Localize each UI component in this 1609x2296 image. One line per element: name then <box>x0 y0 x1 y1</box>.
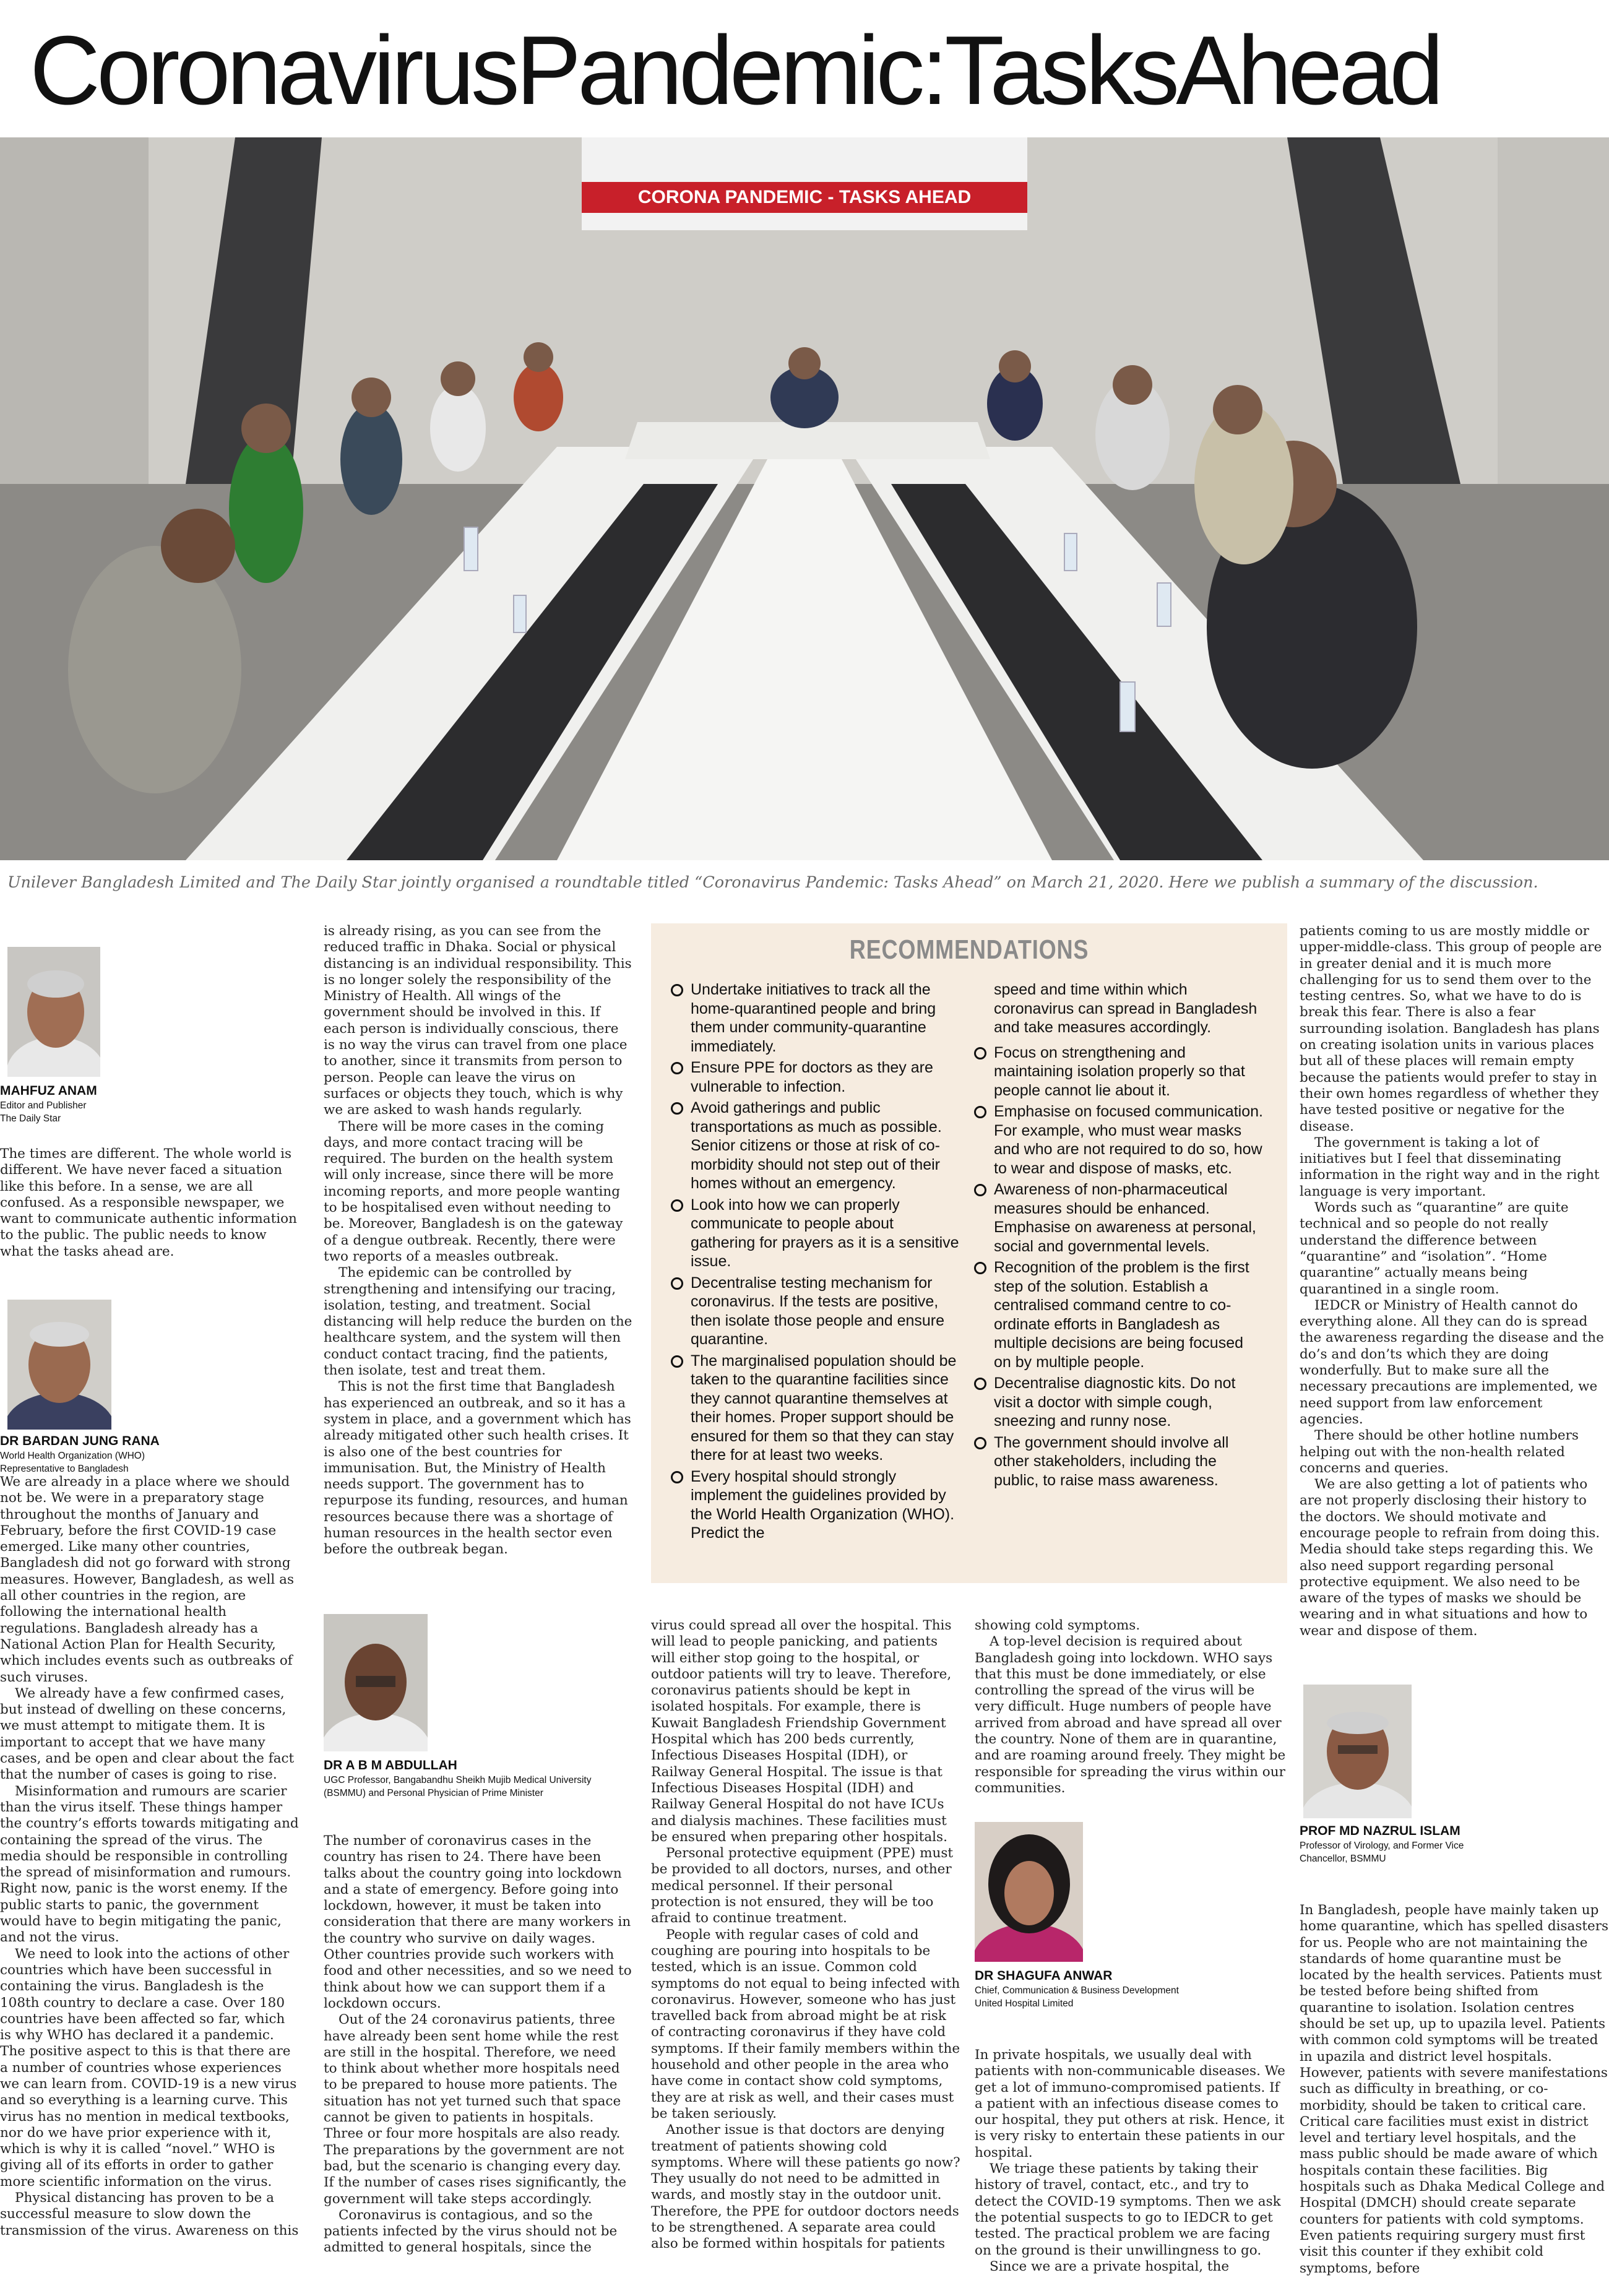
speaker-name: DR BARDAN JUNG RANA <box>0 1434 160 1448</box>
recommendation-text: Undertake initiatives to track all the home-quarantined people and bring them under community-quarantine immediately. <box>691 981 936 1055</box>
abm-abdullah-statement-continued <box>651 1618 960 2294</box>
bardan-jung-rana-statement <box>0 1474 300 2294</box>
recommendation-text: Ensure PPE for doctors as they are vulnerable to infection. <box>691 1059 933 1095</box>
recommendation-item <box>670 1196 960 1271</box>
roundtable-scene <box>0 137 1609 860</box>
recommendation-text: Look into how we can properly communicate to people about gathering for prayers as it is a sensitive issue. <box>691 1196 959 1270</box>
shagufa-anwar-statement-continued <box>1300 923 1609 1672</box>
recommendation-text: Emphasise on focused communication. For example, who must wear masks and who are not required to do so, how to wear and dispose of masks, etc. <box>994 1103 1263 1177</box>
abm-abdullah-photo <box>324 1614 428 1751</box>
recommendation-item <box>973 1102 1264 1178</box>
bardan-jung-rana-byline <box>0 1433 260 1475</box>
speaker-title: Chief, Communication & Business Development <box>975 1985 1179 1996</box>
recommendation-item <box>973 1258 1264 1371</box>
speaker-affiliation: United Hospital Limited <box>975 1998 1074 2009</box>
speaker-title: World Health Organization (WHO) <box>0 1451 145 1461</box>
paragraph: We already have a few confirmed cases, but instead of dwelling on these concerns, we must attempt to mitigate them. It is important to accept that we have many cases, and be open and clear about the fact that the number of cases is going to rise. <box>0 1685 295 1783</box>
paragraph: Misinformation and rumours are scarier than the virus itself. These things hamper the country’s efforts towards mitigating and containing the spread of the virus. The media should be responsible in controlling the spread of misinformation and rumours. Right now, panic is the worst enemy. If the public starts to panic, the government would have to begin mitigating the panic, and not the virus. <box>0 1783 299 1946</box>
paragraph: The government is taking a lot of initiatives but I feel that disseminating information in the right way and in the right language is very important. <box>1300 1134 1600 1199</box>
paragraph: We are already in a place where we should not be. We were in a preparatory stage throughout the months of January and February, before the first COVID-19 case emerged. Like many other countries, Bangladesh did not go forward with strong measures. However, Bangladesh, as well as all other countries in the region, are following the international health regulations. Bangladesh already has a National Action Plan for Health Security, which includes events such as outbreaks of such viruses. <box>0 1474 294 1685</box>
paragraph: virus could spread all over the hospital. This will lead to people panicking, and patients will either stop going to the hospital, or outdoor patients will try to leave. Therefore, coronavirus patients should be kept in isolated hospitals. For example, there is Kuwait Bangladesh Friendship Government Hospital which has 200 beds currently, Infectious Diseases Hospital (IDH), or Railway General Hospital. The issue is that Infectious Diseases Hospital (IDH) and Railway General Hospital do not have ICUs and dialysis machines. These facilities must be ensured when preparing other hospitals. <box>651 1618 952 1845</box>
bullet-icon <box>974 1106 986 1118</box>
speaker-title: Editor and Publisher <box>0 1100 87 1111</box>
paragraph: IEDCR or Ministry of Health cannot do everything alone. All they can do is spread the awareness regarding the disease and the do’s and don’ts which they are doing wonderfully. But to make sure all the necessary precautions are implemented, we need support from law enforcement agencies. <box>1300 1297 1604 1427</box>
page-headline: CoronavirusPandemic:TasksAhead <box>30 16 1441 125</box>
mahfuz-anam-photo <box>7 947 100 1077</box>
paragraph: Another issue is that doctors are denying treatment of patients showing cold symptoms. Where will these patients go now? They usually do not need to be admitted in wards, and mostly stay in the outdoor unit. Therefore, the PPE for outdoor doctors needs to be strengthened. A separate area could also be formed within hospitals for patients <box>651 2122 960 2252</box>
recommendation-text: Decentralise testing mechanism for coronavirus. If the tests are positive, then isolate those people and ensure quarantine. <box>691 1274 945 1348</box>
paragraph: Out of the 24 coronavirus patients, three have already been sent home while the rest are still in the hospital. Therefore, we need to think about whether more hospitals need to be prepared to house more patients. The situation has not yet turned such that space cannot be given to patients in hospitals. Three or four more hospitals are also ready. The preparations by the government are not bad, but the scenario is changing every day. If the number of cases rises significantly, the government will take steps accordingly. <box>324 2012 627 2207</box>
photo-caption: Unilever Bangladesh Limited and The Daily Star jointly organised a roundtable titled “Coronavirus Pandemic: Tasks Ahead” on March 21, 2020. Here we publish a summary of the discussion. <box>7 873 1538 892</box>
recommendation-item <box>973 1433 1264 1490</box>
recommendation-item <box>973 1180 1264 1256</box>
speaker-affiliation: Representative to Bangladesh <box>0 1464 129 1474</box>
paragraph: We need to look into the actions of other countries which have been successful in containing the virus. Bangladesh is the 108th country to declare a case. Over 180 countries have been affected so far, which is why WHO has declared it a pandemic. The positive aspect to this is that there are a number of countries whose experiences we can learn from. COVID-19 is a new virus and so everything is a learning curve. This virus has no mention in medical textbooks, nor do we have prior experience with it, which is why it is called “novel.” WHO is giving all of its efforts in order to gather more scientific information on the virus. <box>0 1946 297 2190</box>
bullet-icon <box>671 1102 683 1115</box>
recommendation-text: speed and time within which coronavirus can spread in Bangladesh and take measures accordingly. <box>994 981 1257 1036</box>
paragraph: Coronavirus is contagious, and so the patients infected by the virus should not be admitted to general hospitals, since the <box>324 2207 618 2256</box>
paragraph: In Bangladesh, people have mainly taken up home quarantine, which has spelled disasters for us. People who are not maintaining the standards of home quarantine must be located by the health services. Patients must be tested before being shifted from quarantine to isolation. Isolation centres should be set up, up to upazila level. Patients with common cold symptoms will be treated in upazila and district level hospitals. However, patients with severe manifestations such as difficulty in breathing, or co-morbidity, should be taken to critical care. Critical care facilities must exist in district level and tertiary level hospitals, and the mass public should be made aware of which hospitals contain these facilities. Big hospitals such as Dhaka Medical College and Hospital (DMCH) should create separate counters for patients with cold symptoms. Even patients requiring surgery must first visit this counter if they exhibit cold symptoms, before <box>1300 1902 1609 2276</box>
paragraph: patients coming to us are mostly middle or upper-middle-class. This group of people are in greater denial and it is much more challenging for us to send them over to the testing centres. So, what we have to do is break this fear. There is also a fear surrounding isolation. Bangladesh has plans on creating isolation units in various places but all of these places will remain empty because the patients would prefer to stay in their own homes regardless of whether they have tested positive or negative for the disease. <box>1300 923 1602 1134</box>
bullet-icon <box>671 1471 683 1483</box>
speaker-title: Professor of Virology, and Former Vice <box>1300 1841 1464 1851</box>
paragraph: People with regular cases of cold and coughing are pouring into hospitals to be tested, which is an issue. Common cold symptoms do not equal to being infected with coronavirus. However, someone who has just travelled back from abroad might be at risk of contracting coronavirus if they have cold symptoms. If their family members within the household and other people in the area who have come in contact show cold symptoms, they are at risk as well, and their cases must be taken seriously. <box>651 1927 960 2121</box>
paragraph: Words such as “quarantine” are quite technical and so people do not really understand the difference between “quarantine” and “isolation”. “Home quarantine” actually means being quarantined in a single room. <box>1300 1200 1569 1297</box>
paragraph: Since we are a private hospital, the <box>990 2258 1230 2274</box>
roundtable-photo <box>0 137 1609 860</box>
nazrul-islam-photo <box>1303 1685 1412 1818</box>
paragraph: Physical distancing has proven to be a successful measure to slow down the transmission of the virus. Awareness on this <box>0 2190 299 2238</box>
paragraph: A top-level decision is required about Bangladesh going into lockdown. WHO says that this must be done immediately, or else controlling the spread of the virus will be very difficult. Huge numbers of people have arrived from abroad and have spread all over the country. None of them are in quarantine, and are roaming around freely. They might be responsible for spreading the virus within our communities. <box>975 1634 1286 1796</box>
abm-abdullah-statement <box>324 1833 633 2294</box>
bullet-icon <box>671 1355 683 1368</box>
shagufa-anwar-photo <box>975 1822 1083 1962</box>
recommendations-title: RECOMMENDATIONS <box>849 934 1089 965</box>
paragraph: There should be other hotline numbers helping out with the non-health related concerns and queries. <box>1300 1428 1579 1476</box>
recommendation-text: Focus on strengthening and maintaining isolation properly so that people cannot lie about it. <box>994 1043 1245 1099</box>
bullet-icon <box>974 1262 986 1274</box>
recommendations-left-column <box>670 980 960 1545</box>
speaker-name: DR A B M ABDULLAH <box>324 1758 457 1772</box>
recommendation-item <box>670 1467 960 1543</box>
nazrul-islam-statement <box>1300 1902 1609 2294</box>
paragraph: The number of coronavirus cases in the country has risen to 24. There have been talks about the country going into lockdown and a state of emergency. Before going into lockdown, however, it must be taken into consideration that there are many workers in the country who survive on daily wages. Other countries provide such workers with food and other necessities, and so we need to think about how we can support them if a lockdown occurs. <box>324 1833 632 2011</box>
paragraph: There will be more cases in the coming days, and more contact tracing will be required. The burden on the health system will only increase, since there will be more incoming reports, and more people wanting to be hospitalised even without needing to be. Moreover, Bangladesh is on the gateway of a dengue outbreak. Recently, there were two reports of a measles outbreak. <box>324 1118 623 1264</box>
abm-abdullah-byline <box>324 1758 645 1800</box>
recommendation-text: Recognition of the problem is the first step of the solution. Establish a centralised command centre to co-ordinate efforts in Bangladesh as multiple decisions are being focused on by multiple people. <box>994 1259 1249 1371</box>
bullet-icon <box>974 1378 986 1390</box>
paragraph: We are also getting a lot of patients who are not properly disclosing their history to the doctors. We should motivate and encourage people to refrain from doing this. Media should take steps regarding this. We also need support regarding personal protective equipment. We also need to be aware of the types of masks we should be wearing and in what situations and how to wear and dispose of them. <box>1300 1477 1600 1639</box>
paragraph: Personal protective equipment (PPE) must be provided to all doctors, nurses, and other medical personnel. If their personal protection is not ensured, they will be too afraid to continue treatment. <box>651 1845 954 1927</box>
recommendation-text: The government should involve all other stakeholders, including the public, to raise mass awareness. <box>994 1433 1229 1489</box>
speaker-affiliation: The Daily Star <box>0 1113 61 1124</box>
speaker-name: DR SHAGUFA ANWAR <box>975 1969 1113 1983</box>
bullet-icon <box>974 1047 986 1060</box>
mahfuz-anam-statement <box>0 1146 300 1276</box>
recommendation-item <box>670 1098 960 1193</box>
paragraph: This is not the first time that Bangladesh has experienced an outbreak, and so it has a system in place, and a government which has already mitigated other such health crises. It is also one of the best countries for immunisation. But, the Ministry of Health needs support. The government has to repurpose its funding, resources, and human resources because there was a shortage of human resources in the health sector even before the outbreak began. <box>324 1379 631 1558</box>
shagufa-anwar-byline <box>975 1968 1287 2010</box>
bullet-icon <box>671 1277 683 1290</box>
recommendation-text: Every hospital should strongly implement the guidelines provided by the World Health Organization (WHO). Predict the <box>691 1467 955 1542</box>
nazrul-islam-byline <box>1300 1823 1609 1865</box>
recommendation-text: Avoid gatherings and public transportations as much as possible. Senior citizens or those at risk of co-morbidity should not step out of their homes without an emergency. <box>691 1099 942 1192</box>
paragraph: is already rising, as you can see from the reduced traffic in Dhaka. Social or physical distancing is an individual responsibility. This is no longer solely the responsibility of the Ministry of Health. All wings of the government should be involved in this. If each person is individually conscious, there is no way the virus can travel from one place to another, since it transmits from person to person. People can leave the virus on surfaces or objects they touch, which is why we are asked to wash hands regularly. <box>324 923 632 1118</box>
recommendation-item <box>670 1274 960 1349</box>
recommendation-item <box>670 1352 960 1465</box>
paragraph: The times are different. The whole world is different. We have never faced a situation like this before. In a sense, we are all confused. As a responsible newspaper, we want to communicate authentic information to the public. The public needs to know what the tasks ahead are. <box>0 1146 297 1259</box>
speaker-name: PROF MD NAZRUL ISLAM <box>1300 1824 1460 1838</box>
bardan-jung-rana-photo <box>7 1300 111 1430</box>
shagufa-anwar-statement <box>975 2047 1287 2294</box>
mahfuz-anam-byline <box>0 1083 136 1125</box>
recommendation-item <box>670 980 960 1056</box>
bullet-icon <box>671 1199 683 1212</box>
recommendation-text: The marginalised population should be taken to the quarantine facilities since they cannot quarantine themselves at their homes. Proper support should be ensured for them so that they can stay there for at least two weeks. <box>691 1352 957 1464</box>
speaker-affiliation: (BSMMU) and Personal Physician of Prime Minister <box>324 1788 543 1798</box>
paragraph: In private hospitals, we usually deal with patients with non-communicable diseases. We get a lot of immuno-compromised patients. If a patient with an infectious disease comes to our hospital, they put others at risk. Hence, it is very risky to entertain these patients in our hospital. <box>975 2047 1285 2160</box>
recommendation-text: Awareness of non-pharmaceutical measures should be enhanced. Emphasise on awareness at personal, social and governmental levels. <box>994 1181 1256 1255</box>
speaker-affiliation: Chancellor, BSMMU <box>1300 1854 1386 1864</box>
speaker-title: UGC Professor, Bangabandhu Sheikh Mujib Medical University <box>324 1775 592 1785</box>
banner-text: CORONA PANDEMIC - TASKS AHEAD <box>637 187 972 207</box>
paragraph: showing cold symptoms. <box>975 1618 1141 1633</box>
recommendation-item <box>973 1043 1264 1100</box>
recommendations-right-column <box>973 980 1264 1492</box>
abm-abdullah-statement-continued-2 <box>975 1618 1287 1816</box>
paragraph: We triage these patients by taking their history of travel, contact, etc., and try to detect the COVID-19 symptoms. Then we ask the potential suspects to go to IEDCR to get tested. The practical problem we are facing on the ground is their unwillingness to go. <box>975 2161 1281 2258</box>
bullet-icon <box>974 1437 986 1449</box>
recommendation-item <box>973 1374 1264 1431</box>
paragraph: The epidemic can be controlled by strengthening and intensifying our tracing, isolation, testing, and treatment. Social distancing will help reduce the burden on the healthcare system, and the system will then conduct contact tracing, find the patients, then isolate, test and treat them. <box>324 1265 632 1379</box>
recommendations-box <box>651 923 1287 1583</box>
bullet-icon <box>671 984 683 996</box>
recommendation-text: Decentralise diagnostic kits. Do not visit a doctor with simple cough, sneezing and runny nose. <box>994 1375 1236 1430</box>
bullet-icon <box>671 1062 683 1074</box>
recommendation-item <box>670 1058 960 1096</box>
speaker-name: MAHFUZ ANAM <box>0 1084 97 1098</box>
bullet-icon <box>974 1184 986 1196</box>
recommendation-continued <box>973 980 1264 1037</box>
bardan-jung-rana-statement-continued <box>324 923 633 1601</box>
